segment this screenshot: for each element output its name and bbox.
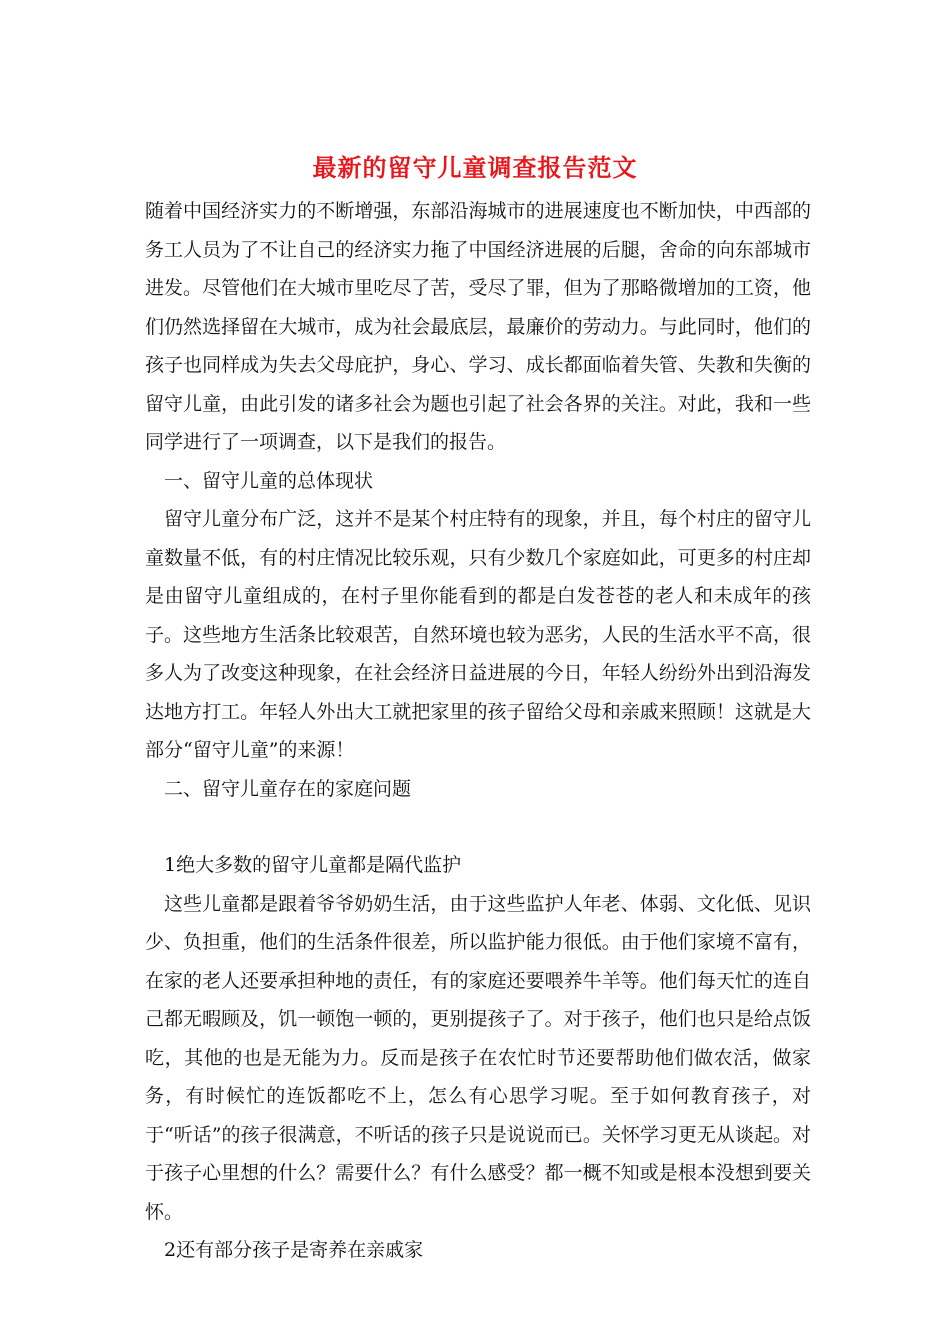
section-heading-2: 二、留守儿童存在的家庭问题 bbox=[164, 777, 412, 800]
document-body bbox=[145, 192, 811, 1270]
subsection-1-paragraph: 这些儿童都是跟着爷爷奶奶生活，由于这些监护人年老、体弱、文化低、见识少、负担重，他们的生活条件很差，所以监护能力很低。由于他们家境不富有，在家的老人还要承担种地的责任，有的家庭还要喂养牛羊等。他们每天忙的连自己都无暇顾及，饥一顿饱一顿的，更别提孩子了。对于孩子，他们也只是给点饭吃，其他的也是无能为力。反而是孩子在农忙时节还要帮助他们做农活，做家务，有时候忙的连饭都吃不上，怎么有心思学习呢。至于如何教育孩子，对于“听话”的孩子很满意，不听话的孩子只是说说而已。关怀学习更无从谈起。对于孩子心里想的什么？需要什么？有什么感受？都一概不知或是根本没想到要关怀。 bbox=[145, 892, 811, 1223]
intro-paragraph: 随着中国经济实力的不断增强，东部沿海城市的进展速度也不断加快，中西部的务工人员为了不让自己的经济实力拖了中国经济进展的后腿，舍命的向东部城市进发。尽管他们在大城市里吃尽了苦，受尽了罪，但为了那略微增加的工资，他们仍然选择留在大城市，成为社会最底层，最廉价的劳动力。与此同时，他们的孩子也同样成为失去父母庇护，身心、学习、成长都面临着失管、失教和失衡的留守儿童，由此引发的诸多社会为题也引起了社会各界的关注。对此，我和一些同学进行了一项调查，以下是我们的报告。 bbox=[145, 200, 811, 453]
document-title: 最新的留守儿童调查报告范文 bbox=[312, 153, 638, 182]
subsection-heading-2: 2还有部分孩子是寄养在亲戚家 bbox=[164, 1239, 424, 1261]
subsection-heading-1: 1绝大多数的留守儿童都是隔代监护 bbox=[164, 854, 462, 876]
section-1-paragraph: 留守儿童分布广泛，这并不是某个村庄特有的现象，并且，每个村庄的留守儿童数量不低，有的村庄情况比较乐观，只有少数几个家庭如此，可更多的村庄却是由留守儿童组成的，在村子里你能看到的都是白发苍苍的老人和未成年的孩子。这些地方生活条比较艰苦，自然环境也较为恶劣，人民的生活水平不高，很多人为了改变这种现象，在社会经济日益进展的今日，年轻人纷纷外出到沿海发达地方打工。年轻人外出大工就把家里的孩子留给父母和亲戚来照顾！这就是大部分“留守儿童”的来源！ bbox=[145, 508, 811, 761]
blank-line bbox=[145, 808, 811, 846]
section-heading-1: 一、留守儿童的总体现状 bbox=[164, 469, 374, 492]
